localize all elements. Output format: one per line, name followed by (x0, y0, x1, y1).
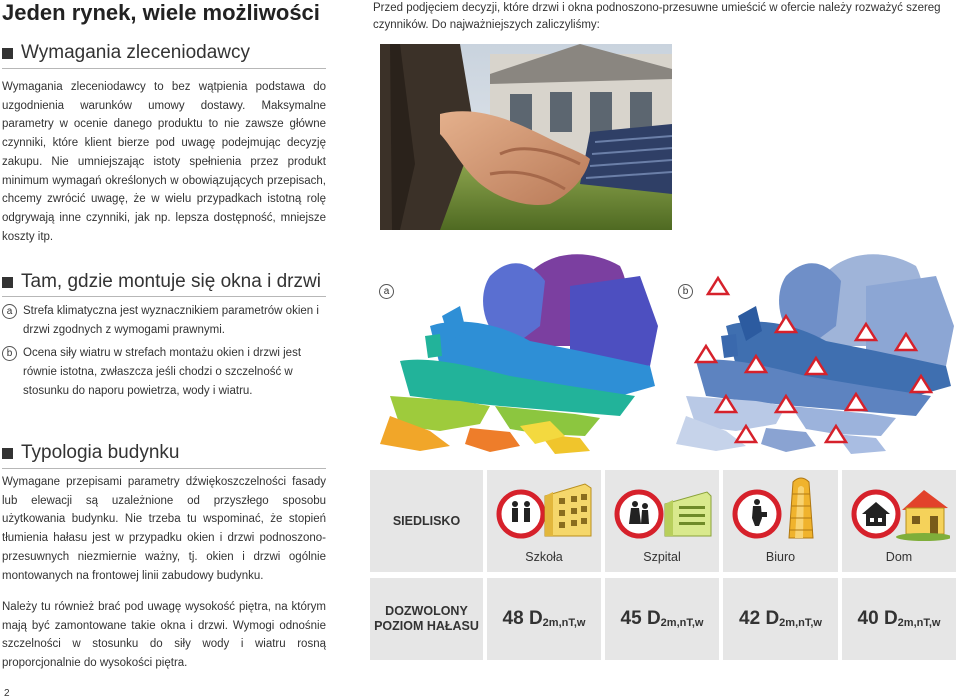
bullet-square-icon (2, 277, 13, 288)
noise-unit: 2m,nT,w (897, 617, 941, 629)
building-name: Dom (885, 550, 913, 564)
bullet-square-icon (2, 48, 13, 59)
page-number: 2 (4, 688, 10, 699)
letter-badge: b (2, 346, 17, 361)
section-heading-requirements (2, 42, 250, 64)
row-label-noise-level: DOZWOLONY POZIOM HAŁASU (370, 578, 483, 660)
building-name: Biuro (765, 550, 796, 564)
section-heading-label: Typologia budynku (21, 442, 180, 463)
noise-value: 48 D (502, 608, 543, 629)
handshake-photo (380, 44, 672, 230)
list-item-text: Ocena siły wiatru w strefach montażu okien i drzwi jest równie istotna, zwłaszcza jeśli chodzi o szczelność w stosunku do naporu powietrza, wody i wiatru. (23, 347, 302, 397)
section-divider (2, 296, 326, 297)
building-cell-school (487, 470, 601, 572)
bullet-square-icon (2, 448, 13, 459)
noise-value: 45 D (620, 608, 661, 629)
climate-zone-map (370, 246, 660, 456)
intro-text: Przed podjęciem decyzji, które drzwi i okna podnoszono-przesuwne umieścić w ofercie należy rozważyć szereg czynników. Do najważniejszych zaliczyliśmy: (373, 2, 941, 31)
building-cell-house (842, 470, 956, 572)
map-label: a (379, 284, 394, 299)
section-heading-label: Tam, gdzie montuje się okna i drzwi (21, 271, 321, 292)
building-type-paragraph-1: Wymagane przepisami parametry dźwiękoszczelności fasady lub elewacji są uzależnione od przyszłego sposobu użytkowania budynku. Nie trzeba tu wspominać, że stopień tłumienia hałasu jest w przypadku okien i drzwi podnoszono-przesuwnych niezmiernie ważny, tj. okien i drzwi ogólnie montowanych na frontowej linii zabudowy budynku. (2, 476, 326, 582)
letter-badge: a (2, 304, 17, 319)
building-cell-office (723, 470, 838, 572)
house-icon (848, 474, 950, 544)
noise-unit: 2m,nT,w (779, 617, 822, 629)
building-cell-hospital (605, 470, 719, 572)
row-label-habitat: SIEDLISKO (370, 470, 483, 572)
page-title: Jeden rynek, wiele możliwości (2, 0, 320, 25)
noise-unit: 2m,nT,w (542, 617, 586, 629)
requirements-paragraph: Wymagania zleceniodawcy to bez wątpienia podstawa do uzgodnienia warunków umowy dostawy. Maksymalne parametry w ocenie danego produktu to nie zawsze główne czynniki, które klient bierze pod uwagę podejmując decyzję zakupu. Nie umniejszając istoty spełnienia przez produkt minimum wymagań określonych w obowiązujących przepisach, chcemy zwrócić uwagę, że w wielu przypadkach istotną rolę odgrywają inne czynniki, jak np. lepsza dostępność, mniejsze koszty itp. (2, 81, 326, 243)
noise-value-school (487, 578, 601, 660)
office-icon (729, 474, 831, 544)
noise-value: 42 D (739, 608, 780, 629)
map-label: b (678, 284, 693, 299)
school-icon (493, 474, 595, 544)
wind-zone-map (666, 246, 960, 456)
hospital-icon (611, 474, 713, 544)
section-divider (2, 468, 326, 469)
noise-value: 40 D (857, 608, 898, 629)
noise-unit: 2m,nT,w (660, 617, 704, 629)
list-item (2, 302, 326, 340)
noise-value-office (723, 578, 838, 660)
section-divider (2, 68, 326, 69)
noise-value-hospital (605, 578, 719, 660)
section-heading-building-type (2, 442, 179, 464)
building-name: Szkoła (525, 550, 563, 564)
noise-value-house (842, 578, 956, 660)
section-heading-location (2, 271, 321, 293)
section-heading-label: Wymagania zleceniodawcy (21, 42, 250, 63)
building-type-paragraph-2: Należy tu również brać pod uwagę wysokość piętra, na którym mają być zamontowane takie okna i drzwi. Wymogi odnośnie szczelności w stosunku do siły wody i wiatru rosną proporcjonalnie do wysokości piętra. (2, 601, 326, 670)
list-item-text: Strefa klimatyczna jest wyznacznikiem parametrów okien i drzwi zgodnych z wymogami prawnymi. (23, 305, 319, 336)
list-item (2, 344, 326, 401)
building-name: Szpital (643, 550, 681, 564)
